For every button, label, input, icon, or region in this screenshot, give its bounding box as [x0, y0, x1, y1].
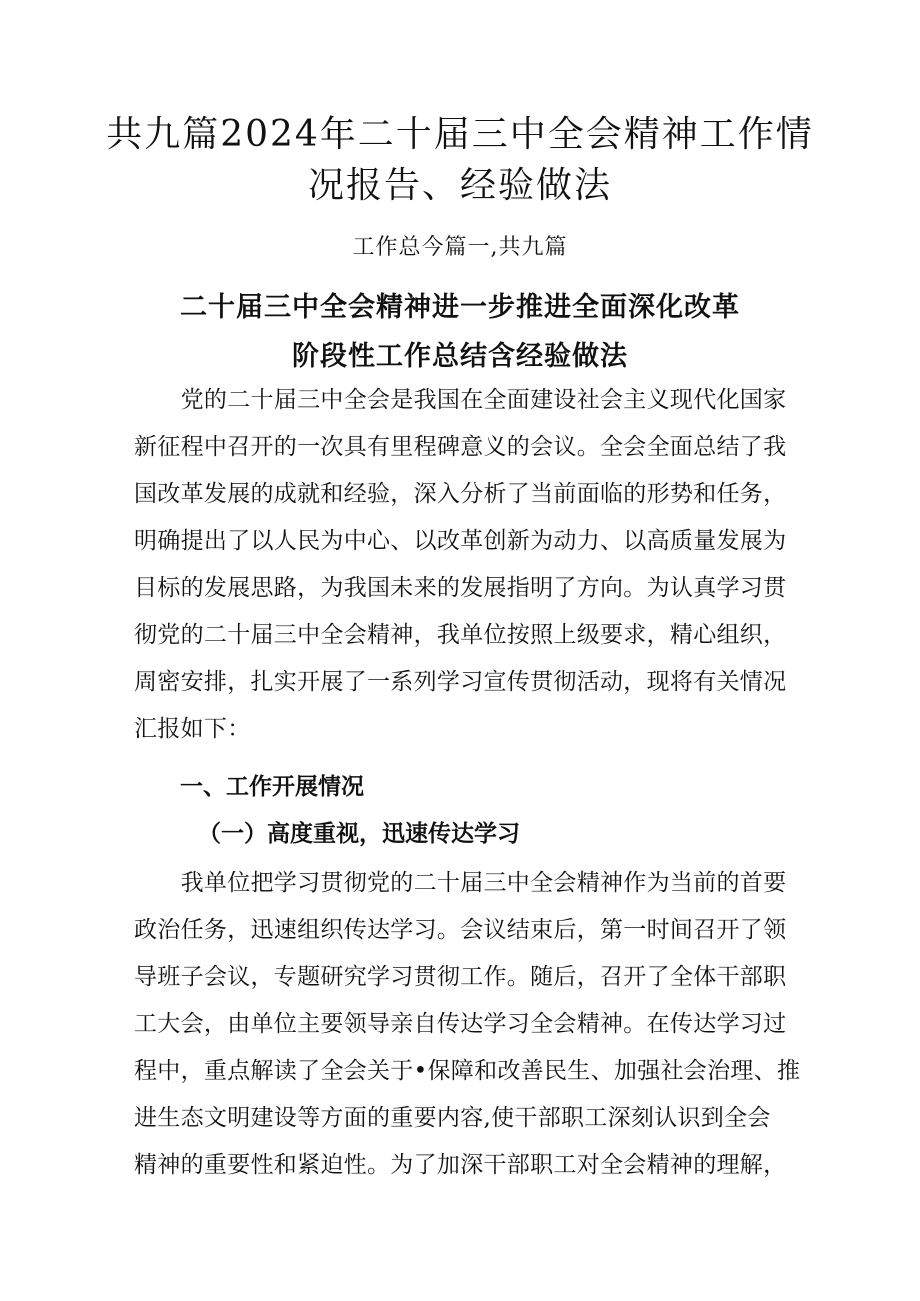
paragraph-line: 国改革发展的成就和经验，深入分析了当前面临的形势和任务， [134, 481, 787, 507]
paragraph-line: 明确提出了以人民为中心、以改革创新为动力、以高质量发展为 [134, 528, 787, 554]
intro-paragraph [134, 377, 786, 753]
paragraph-line: 汇报如下： [134, 716, 251, 742]
section-heading: 一、工作开展情况 [180, 774, 364, 800]
paragraph-line: 目标的发展思路，为我国未来的发展指明了方向。为认真学习贯 [134, 575, 787, 601]
paragraph-line: 彻党的二十届三中全会精神，我单位按照上级要求，精心组织， [134, 622, 787, 648]
document-title-line2: 况报告、经验做法 [307, 165, 612, 206]
article-title-line1: 二十届三中全会精神进一步推进全面深化改革 [180, 292, 740, 323]
section-paragraph [134, 860, 801, 1189]
document-subtitle: 工作总今篇一,共九篇 [352, 235, 568, 260]
paragraph-line: 进生态文明建设等方面的重要内容,使干部职工深刻认识到全会 [134, 1105, 771, 1131]
document-title-line1: 共九篇2024年二十届三中全会精神工作情 [106, 114, 814, 155]
paragraph-line: 程中，重点解读了全会关于•保障和改善民生、加强社会治理、推 [134, 1058, 801, 1084]
paragraph-line: 政治任务，迅速组织传达学习。会议结束后，第一时间召开了领 [134, 917, 787, 943]
paragraph-line: 我单位把学习贯彻党的二十届三中全会精神作为当前的首要 [134, 870, 787, 896]
paragraph-line: 周密安排，扎实开展了一系列学习宣传贯彻活动，现将有关情况 [134, 669, 787, 695]
paragraph-line: 工大会，由单位主要领导亲自传达学习全会精神。在传达学习过 [134, 1011, 787, 1037]
subsection-heading: （一）高度重视，迅速传达学习 [198, 820, 520, 847]
paragraph-line: 党的二十届三中全会是我国在全面建设社会主义现代化国家 [134, 387, 787, 413]
paragraph-line: 导班子会议，专题研究学习贯彻工作。随后，召开了全体干部职 [134, 964, 787, 990]
paragraph-line: 新征程中召开的一次具有里程碑意义的会议。全会全面总结了我 [134, 434, 787, 460]
paragraph-line: 精神的重要性和紧迫性。为了加深干部职工对全会精神的理解， [134, 1152, 787, 1178]
article-title-line2: 阶段性工作总结含经验做法 [292, 341, 628, 372]
